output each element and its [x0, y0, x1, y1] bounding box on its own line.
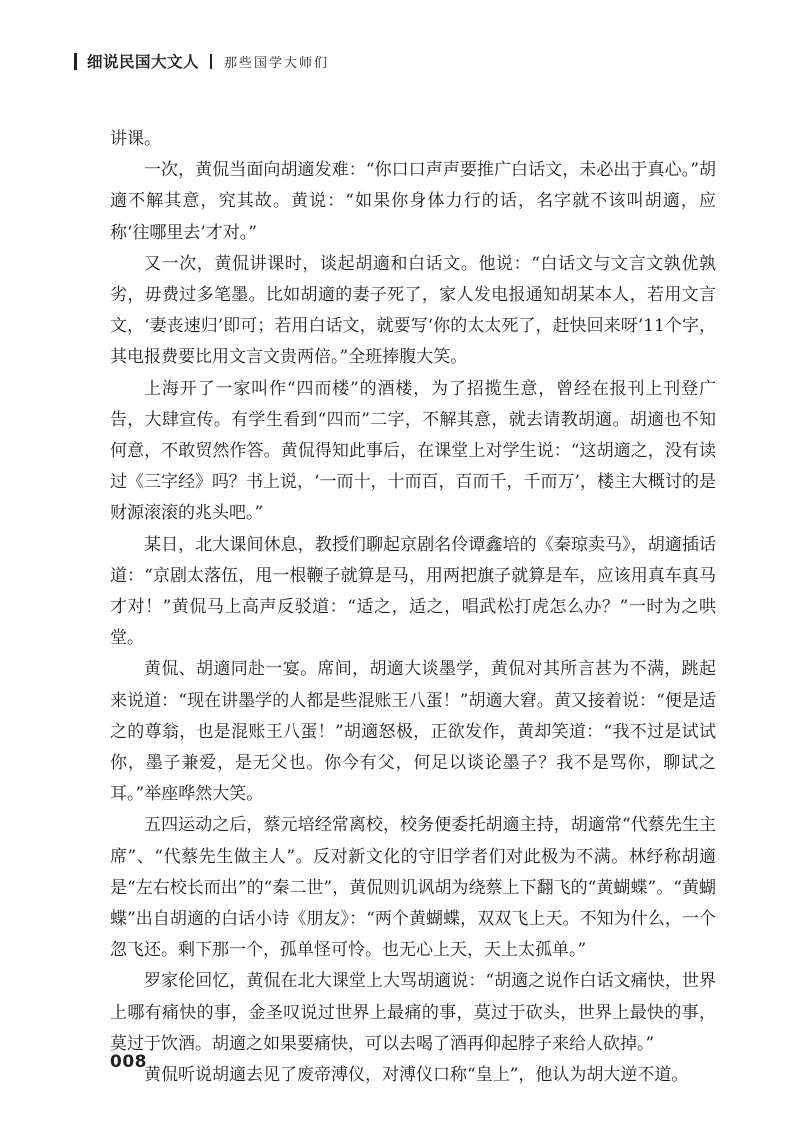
book-title: 细说民国大文人	[87, 53, 200, 71]
paragraph: 又一次，黄侃讲课时，谈起胡適和白话文。他说：“白话文与文言文孰优孰劣，毋费过多笔墨。比如胡適的妻子死了，家人发电报通知胡某本人，若用文言文，‘妻丧速归’即可；若用白话文，就要写‘你的太太死了，赶快回来呀’11个字，其电报费要比用文言文贵两倍。”全班捧腹大笑。	[110, 253, 716, 368]
paragraph: 黄侃听说胡適去见了废帝溥仪，对溥仪口称“皇上”，他认为胡大逆不道。	[144, 1065, 689, 1086]
series-title: 那些国学大师们	[224, 55, 330, 71]
paragraph: 黄侃、胡適同赴一宴。席间，胡適大谈墨学，黄侃对其所言甚为不满，跳起来说道：“现在讲墨学的人都是些混账王八蛋！”胡適大窘。黄又接着说：“便是适之的尊翁，也是混账王八蛋！”胡適怒极，正欲发作，黄却笑道：“我不过是试试你，墨子兼爱，是无父也。你今有父，何足以谈论墨子？我不是骂你，聊试之耳。”举座哗然大笑。	[110, 659, 716, 805]
header-bar-left	[74, 53, 77, 70]
paragraph: 五四运动之后，蔡元培经常离校，校务便委托胡適主持，胡適常“代蔡先生主席”、“代蔡先生做主人”。反对新文化的守旧学者们对此极为不满。林纾称胡適是“左右校长而出”的“秦二世”，黄侃则讥讽胡为绕蔡上下翻飞的“黄蝴蝶”。“黄蝴蝶”出自胡適的白话小诗《朋友》：“两个黄蝴蝶，双双飞上天。不知为什么，一个忽飞还。剩下那一个，孤单怪可怜。也无心上天，天上太孤单。”	[110, 815, 716, 961]
paragraph: 罗家伦回忆，黄侃在北大课堂上大骂胡適说：“胡適之说作白话文痛快，世界上哪有痛快的事，金圣叹说过世界上最痛的事，莫过于砍头，世界上最快的事，莫过于饮酒。胡適之如果要痛快，可以去喝了酒再仰起脖子来给人砍掉。”	[110, 971, 716, 1054]
paragraph: 一次，黄侃当面向胡適发难：“你口口声声要推广白话文，未必出于真心。”胡適不解其意，究其故。黄说：“如果你身体力行的话，名字就不该叫胡適，应称‘往哪里去’才对。”	[110, 160, 716, 243]
paragraph-continued: 讲课。	[110, 129, 161, 149]
paragraph: 某日，北大课间休息，教授们聊起京剧名伶谭鑫培的《秦琼卖马》，胡適插话道：“京剧太落伍，甩一根鞭子就算是马，用两把旗子就算是车，应该用真车真马才对！”黄侃马上高声反驳道：“适之，适之，唱武松打虎怎么办？”一时为之哄堂。	[110, 534, 716, 649]
header-divider	[210, 54, 212, 69]
running-head	[74, 49, 329, 73]
body-text	[110, 124, 716, 1091]
page-number: 008	[110, 1052, 147, 1072]
paragraph: 上海开了一家叫作“四而楼”的酒楼，为了招揽生意，曾经在报刊上刊登广告，大肆宣传。有学生看到“四而”二字，不解其意，就去请教胡適。胡適也不知何意，不敢贸然作答。黄侃得知此事后，在课堂上对学生说：“这胡適之，没有读过《三字经》吗？书上说，‘一而十，十而百，百而千，千而万’，楼主大概讨的是财源滚滚的兆头吧。”	[110, 378, 716, 524]
